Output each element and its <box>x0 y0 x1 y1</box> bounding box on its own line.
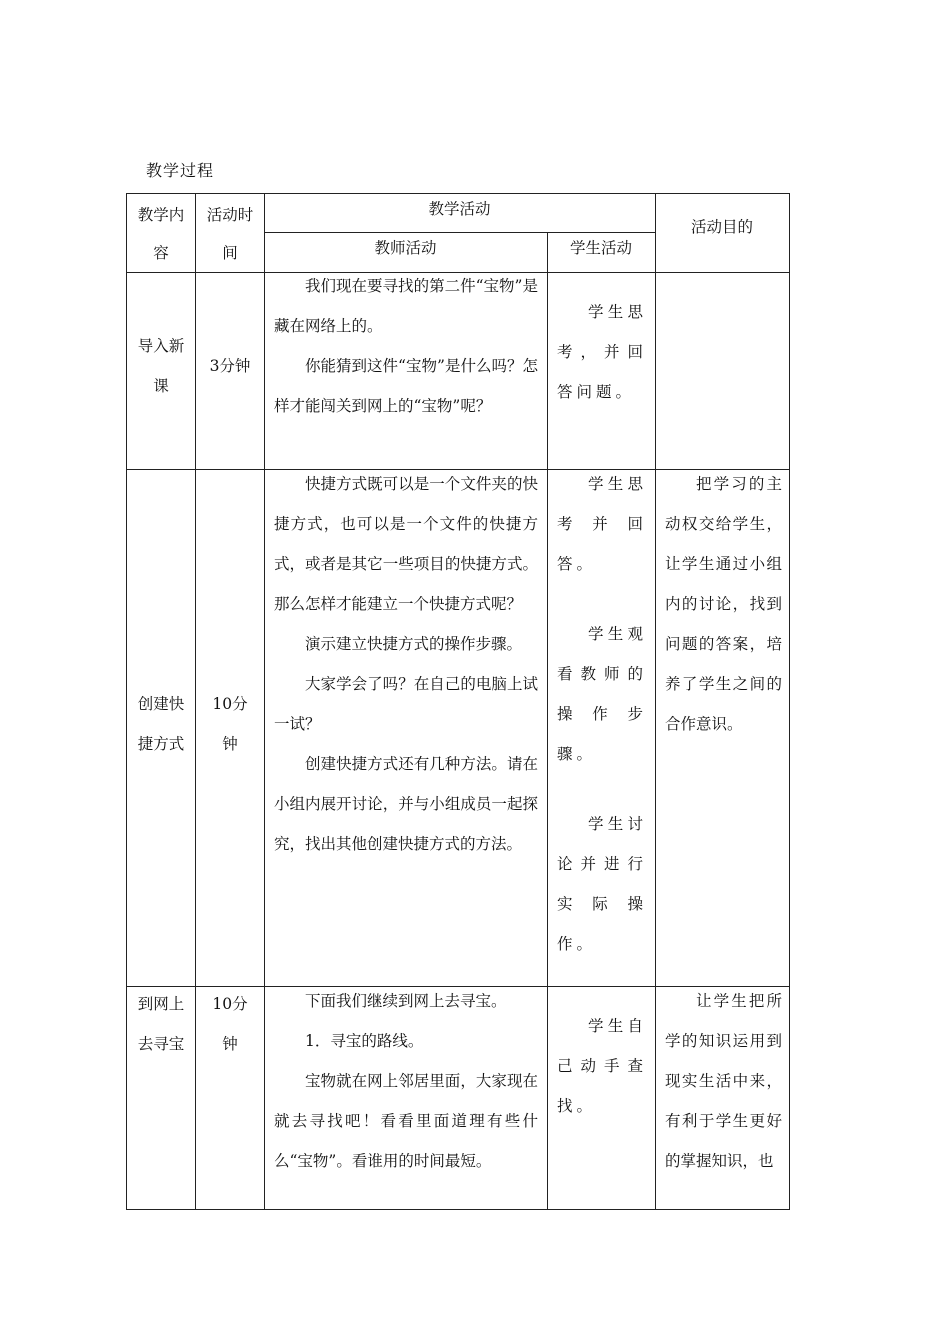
row2-teacher-para2: 演示建立快捷方式的操作步骤。 <box>305 635 523 653</box>
table-border-top <box>126 193 790 194</box>
row1-student-para1: 学生思考，并回答问题。 <box>557 303 647 401</box>
row3-teacher <box>274 981 538 1181</box>
header-teacher: 教师活动 <box>374 239 437 257</box>
row2-teacher-para4: 创建快捷方式还有几种方法。请在小组内展开讨论，并与小组成员一起探究，找出其他创建快捷方式的方法。 <box>274 755 538 853</box>
row1-content-line2: 课 <box>153 377 169 395</box>
row3-student-para1: 学生自己动手查找。 <box>557 1017 647 1115</box>
row3-time-line2: 钟 <box>222 1035 238 1053</box>
row3-student <box>557 1006 647 1126</box>
row2-purpose <box>665 464 782 744</box>
subheader-divider <box>264 232 655 233</box>
row1-time: 3分钟 <box>209 357 251 375</box>
row2-time-line2: 钟 <box>222 735 238 753</box>
row2-student-para1: 学生思考并回答。 <box>557 475 647 573</box>
row1-teacher-para1: 我们现在要寻找的第二件“宝物”是藏在网络上的。 <box>274 277 538 335</box>
row2-teacher <box>274 464 538 864</box>
row2-teacher-para1: 快捷方式既可以是一个文件夹的快捷方式，也可以是一个文件的快捷方式，或者是其它一些项目的快捷方式。那么怎样才能建立一个快捷方式呢？ <box>274 475 538 613</box>
header-content-line1: 教学内 <box>137 206 185 224</box>
page-heading: 教学过程 <box>146 161 215 180</box>
row2-time <box>195 684 265 764</box>
row1-teacher-para2: 你能猜到这件“宝物”是什么吗？怎样才能闯关到网上的“宝物”呢？ <box>274 357 538 415</box>
col-divider-3 <box>547 232 548 1210</box>
row3-content-line1: 到网上 <box>137 995 185 1013</box>
row3-purpose-para1: 让学生把所学的知识运用到现实生活中来，有利于学生更好的掌握知识，也 <box>665 992 782 1170</box>
row2-student <box>557 464 647 964</box>
row2-content-line1: 创建快 <box>137 695 185 713</box>
header-content <box>126 196 196 272</box>
row3-content <box>126 984 196 1064</box>
header-time <box>195 196 265 272</box>
row3-teacher-para1: 下面我们继续到网上去寻宝。 <box>305 992 507 1010</box>
row2-content <box>126 684 196 764</box>
row3-content-line2: 去寻宝 <box>137 1035 185 1053</box>
table-border-right <box>789 193 790 1210</box>
row3-time-line1: 10分 <box>212 995 248 1013</box>
row2-purpose-para1: 把学习的主动权交给学生，让学生通过小组内的讨论，找到问题的答案，培养了学生之间的合作意识。 <box>665 475 782 733</box>
header-student: 学生活动 <box>569 239 632 257</box>
header-content-line2: 容 <box>153 244 169 262</box>
row1-student <box>557 292 647 412</box>
row1-content <box>126 326 196 406</box>
row2-time-line1: 10分 <box>212 695 248 713</box>
row2-content-line2: 捷方式 <box>137 735 185 753</box>
row3-teacher-para2: 1．寻宝的路线。 <box>305 1032 424 1050</box>
row3-teacher-para3: 宝物就在网上邻居里面，大家现在就去寻找吧！看看里面道理有些什么“宝物”。看谁用的时间最短。 <box>274 1072 538 1170</box>
header-activities: 教学活动 <box>428 200 491 218</box>
row2-student-para3: 学生讨论并进行实际操作。 <box>557 815 647 953</box>
row3-time <box>195 984 265 1064</box>
row2-teacher-para3: 大家学会了吗？在自己的电脑上试一试？ <box>274 675 538 733</box>
header-purpose: 活动目的 <box>690 218 753 236</box>
header-time-line2: 间 <box>222 244 238 262</box>
row1-content-line1: 导入新 <box>137 337 185 355</box>
header-time-line1: 活动时 <box>206 206 254 224</box>
table-border-bottom <box>126 1209 790 1210</box>
row3-purpose <box>665 981 782 1181</box>
row1-teacher <box>274 266 538 426</box>
col-divider-4 <box>655 193 656 1210</box>
row2-student-para2: 学生观看教师的操作步骤。 <box>557 625 647 763</box>
